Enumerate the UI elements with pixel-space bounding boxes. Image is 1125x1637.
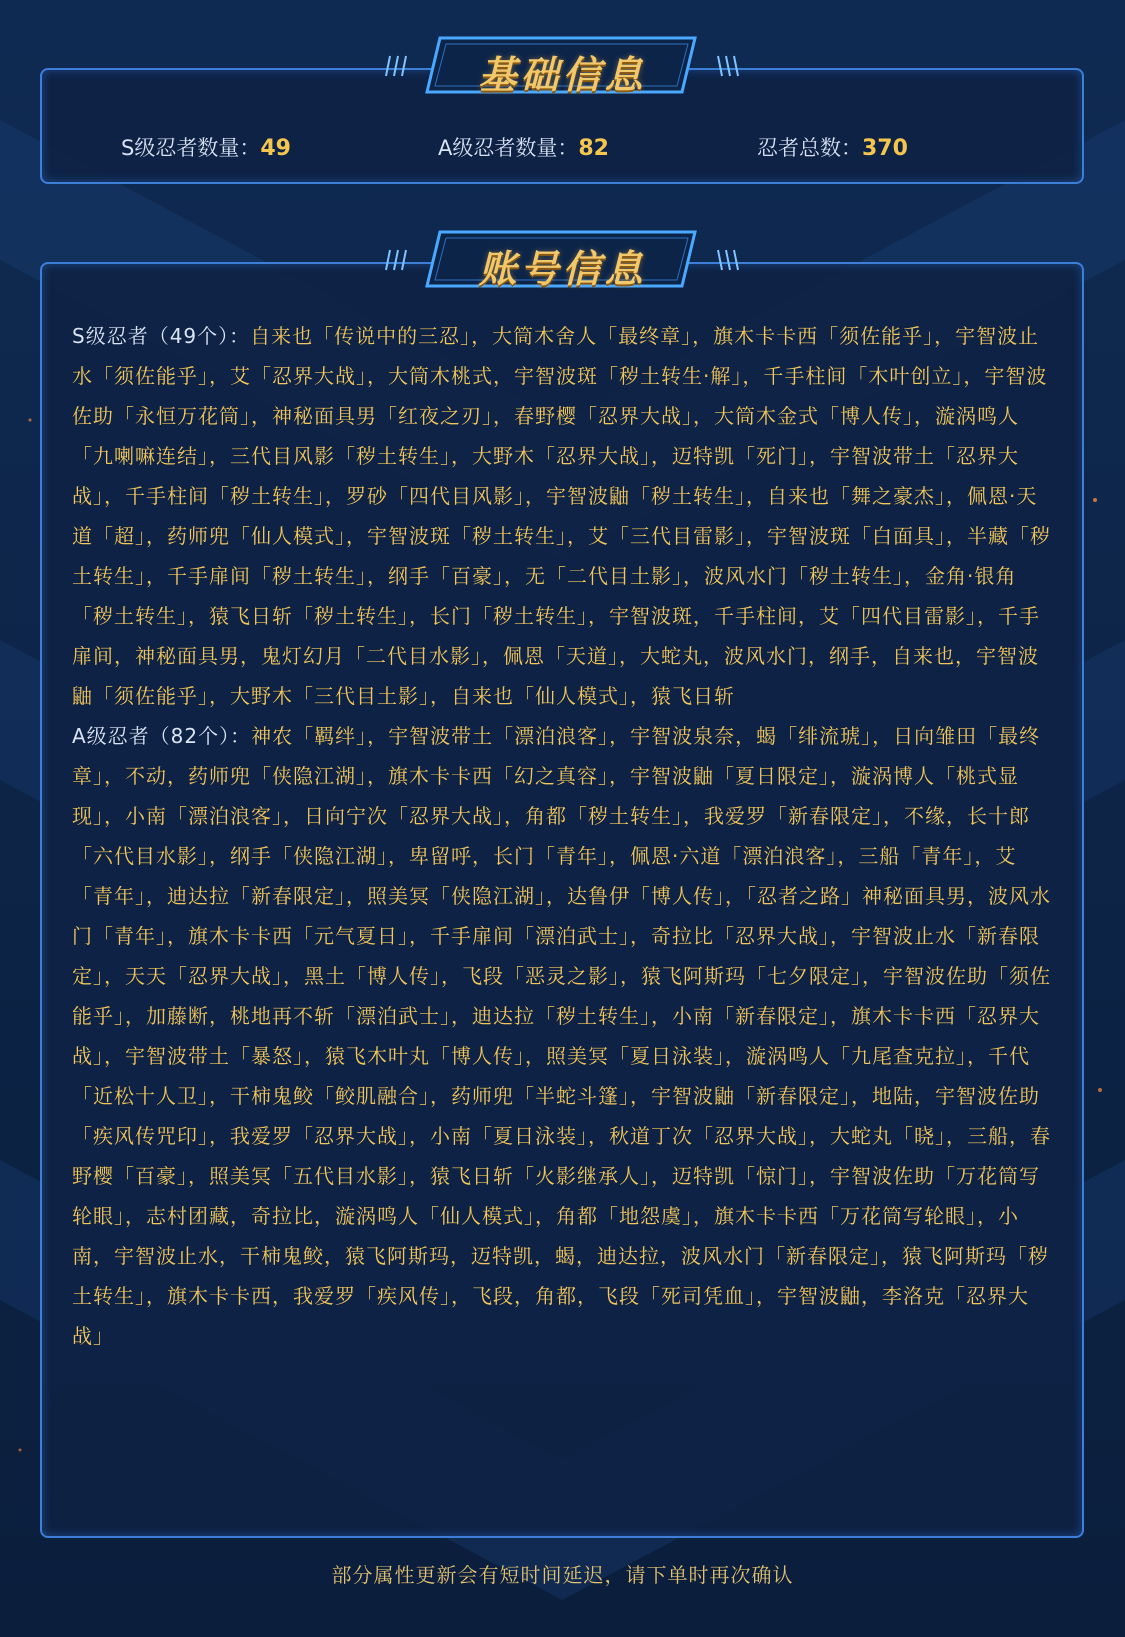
- a-rank-count: [438, 132, 609, 162]
- account-info-title: 账号信息: [478, 247, 647, 291]
- s-rank-count: [121, 132, 291, 162]
- footer-notice: 部分属性更新会有短时间延迟，请下单时再次确认: [331, 1563, 794, 1587]
- ninja-stats-row: [42, 132, 1082, 162]
- total-ninja-count-value: 370: [862, 136, 908, 161]
- a-rank-list-label: A级忍者（82个）：: [72, 724, 252, 748]
- basic-info-title: 基础信息: [478, 53, 647, 97]
- basic-info-title-banner: [0, 30, 1125, 102]
- a-rank-count-value: 82: [578, 136, 609, 161]
- total-ninja-count-label: 忍者总数：: [757, 136, 862, 160]
- s-rank-count-value: 49: [260, 136, 291, 161]
- a-rank-list: 神农「羁绊」，宇智波带土「漂泊浪客」，宇智波泉奈，蝎「绯流琥」，日向雏田「最终章」，不动，药师兜「侠隐江湖」，旗木卡卡西「幻之真容」，宇智波鼬「夏日限定」，漩涡博人「桃式显现」，小南「漂泊浪客」，日向宁次「忍界大战」，角都「秽土转生」，我爱罗「新春限定」，不缘，长十郎「六代目水影」，纲手「侠隐江湖」，卑留呼，长门「青年」，佩恩·六道「漂泊浪客」，三船「青年」，艾「青年」，迪达拉「新春限定」，照美冥「侠隐江湖」，达鲁伊「博人传」，「忍者之路」神秘面具男，波风水门「青年」，旗木卡卡西「元气夏日」，千手扉间「漂泊武士」，奇拉比「忍界大战」，宇智波止水「新春限定」，天天「忍界大战」，黑土「博人传」，飞段「恶灵之影」，猿飞阿斯玛「七夕限定」，宇智波佐助「须佐能乎」，加藤断，桃地再不斩「漂泊武士」，迪达拉「秽土转生」，小南「新春限定」，旗木卡卡西「忍界大战」，宇智波带土「暴怒」，猿飞木叶丸「博人传」，照美冥「夏日泳装」，漩涡鸣人「九尾查克拉」，千代「近松十人卫」，干柿鬼鲛「鲛肌融合」，药师兜「半蛇斗篷」，宇智波鼬「新春限定」，地陆，宇智波佐助「疾风传咒印」，我爱罗「忍界大战」，小南「夏日泳装」，秋道丁次「忍界大战」，大蛇丸「晓」，三船，春野樱「百豪」，照美冥「五代目水影」，猿飞日斩「火影继承人」，迈特凯「惊门」，宇智波佐助「万花筒写轮眼」，志村团藏，奇拉比，漩涡鸣人「仙人模式」，角都「地怨虞」，旗木卡卡西「万花筒写轮眼」，小南，宇智波止水，干柿鬼鲛，猿飞阿斯玛，迈特凯，蝎，迪达拉，波风水门「新春限定」，猿飞阿斯玛「秽土转生」，旗木卡卡西，我爱罗「疾风传」，飞段，角都，飞段「死司凭血」，宇智波鼬，李洛克「忍界大战」: [72, 724, 1051, 1348]
- s-rank-count-label: S级忍者数量：: [121, 136, 261, 160]
- total-ninja-count: [757, 132, 908, 162]
- s-rank-list-label: S级忍者（49个）：: [72, 324, 251, 348]
- s-rank-list: 自来也「传说中的三忍」，大筒木舍人「最终章」，旗木卡卡西「须佐能乎」，宇智波止水「须佐能乎」，艾「忍界大战」，大筒木桃式，宇智波斑「秽土转生·解」，千手柱间「木叶创立」，宇智波佐助「永恒万花筒」，神秘面具男「红夜之刃」，春野樱「忍界大战」，大筒木金式「博人传」，漩涡鸣人「九喇嘛连结」，三代目风影「秽土转生」，大野木「忍界大战」，迈特凯「死门」，宇智波带土「忍界大战」，千手柱间「秽土转生」，罗砂「四代目风影」，宇智波鼬「秽土转生」，自来也「舞之豪杰」，佩恩·天道「超」，药师兜「仙人模式」，宇智波斑「秽土转生」，艾「三代目雷影」，宇智波斑「白面具」，半藏「秽土转生」，千手扉间「秽土转生」，纲手「百豪」，无「二代目土影」，波风水门「秽土转生」，金角·银角「秽土转生」，猿飞日斩「秽土转生」，长门「秽土转生」，宇智波斑，千手柱间，艾「四代目雷影」，千手扉间，神秘面具男，鬼灯幻月「二代目水影」，佩恩「天道」，大蛇丸，波风水门，纲手，自来也，宇智波鼬「须佐能乎」，大野木「三代目土影」，自来也「仙人模式」，猿飞日斩: [72, 324, 1051, 708]
- a-rank-count-label: A级忍者数量：: [438, 136, 579, 160]
- ninja-list: [72, 316, 1058, 1356]
- account-info-panel: [40, 262, 1084, 1538]
- account-info-title-banner: [0, 224, 1125, 296]
